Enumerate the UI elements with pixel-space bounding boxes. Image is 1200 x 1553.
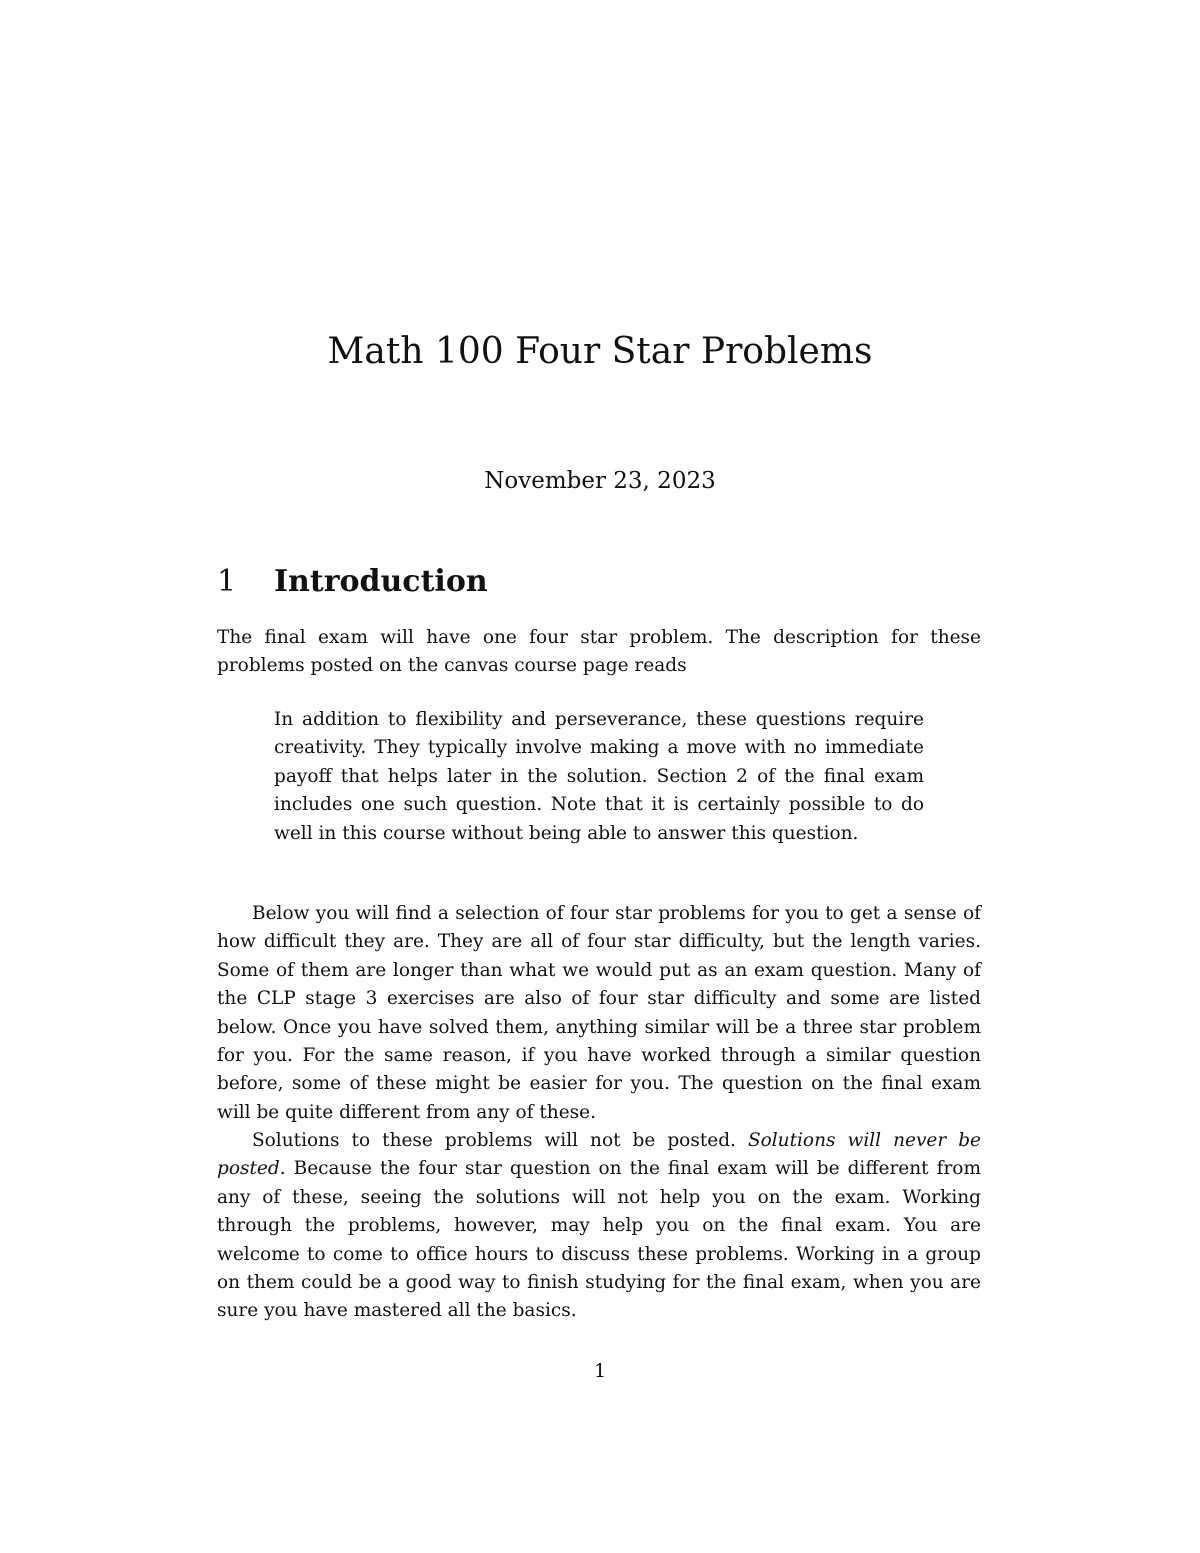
section-number: 1	[217, 564, 237, 599]
solutions-text-end: Because the four star question on the final exam will be different from any of these, seeing the solutions will not help you on the exam. Working through the problems, however, may help you on the final exam. You are welcome to come to office hours to discuss these problems. Working in a group on them could be a good way to finish studying for the final exam, when you are sure you have mastered all the basics.	[217, 1158, 981, 1322]
page-number: 1	[593, 1360, 607, 1382]
solutions-emphasis: Solutions will never be posted.	[217, 1130, 981, 1180]
document-date: November 23, 2023	[484, 468, 716, 494]
intro-paragraph: The final exam will have one four star problem. The description for these problems posted on the canvas course page reads	[217, 627, 981, 677]
section-heading	[217, 562, 488, 602]
course-description-quote: In addition to flexibility and perseverance, these questions require creativity. They typically involve making a move with no immediate payoff that helps later in the solution. Section 2 of the final exam includes one such question. Note that it is certainly possible to do well in this course without being able to answer this question.	[274, 709, 924, 844]
section-title: Introduction	[274, 564, 488, 599]
solutions-text-start: Solutions to these problems will not be posted.	[252, 1130, 748, 1151]
solutions-paragraph	[217, 1127, 981, 1326]
selection-paragraph: Below you will find a selection of four star problems for you to get a sense of how difficult they are. They are all of four star difficulty, but the length varies. Some of them are longer than what we would put as an exam question. Many of the CLP stage 3 exercises are also of four star difficulty and some are listed below. Once you have solved them, anything similar will be a three star problem for you. For the same reason, if you have worked through a similar question before, some of these might be easier for you. The question on the final exam will be quite different from any of these.	[217, 903, 981, 1123]
document-title: Math 100 Four Star Problems	[327, 331, 873, 372]
